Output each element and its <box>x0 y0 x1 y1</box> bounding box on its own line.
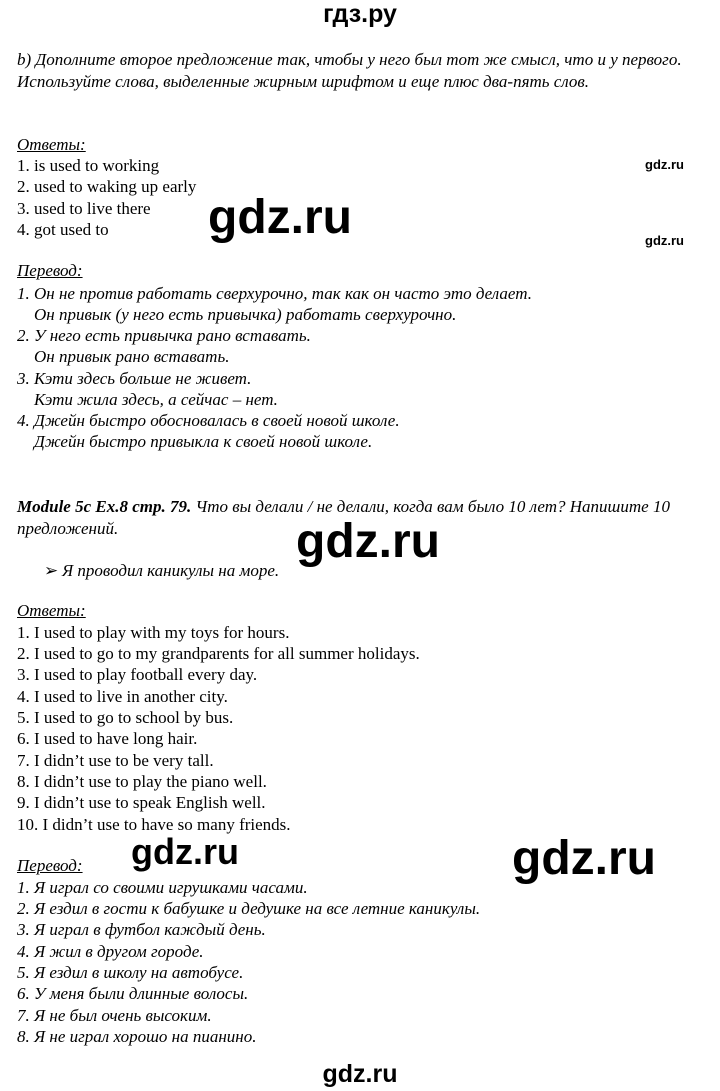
translation-b-2: 2. У него есть привычка рано вставать. <box>17 326 311 345</box>
answer-m-8: 8. I didn’t use to play the piano well. <box>17 772 267 791</box>
translation-b-4: 4. Джейн быстро обосновалась в своей новой школе. <box>17 411 400 430</box>
module-task-text: Что вы делали / не делали, когда вам было 10 лет? Напишите 10 предложений. <box>17 497 670 538</box>
answer-b-2: 2. used to waking up early <box>17 177 197 196</box>
translation-m-5: 5. Я ездил в школу на автобусе. <box>17 963 244 982</box>
watermark-mid-1: gdz.ru <box>131 831 239 872</box>
answer-m-9: 9. I didn’t use to speak English well. <box>17 793 266 812</box>
translation-label-module: Перевод: <box>17 856 83 875</box>
example-item <box>44 561 279 581</box>
watermark-big-3: gdz.ru <box>512 832 656 885</box>
site-footer: gdz.ru <box>322 1060 398 1088</box>
watermark-big-1: gdz.ru <box>208 191 352 244</box>
translation-m-2: 2. Я ездил в гости к бабушке и дедушке на все летние каникулы. <box>17 899 481 918</box>
watermark-small-1: gdz.ru <box>645 157 684 172</box>
answer-m-1: 1. I used to play with my toys for hours. <box>17 623 290 642</box>
translation-b-1b: Он привык (у него есть привычка) работать сверхурочно. <box>34 305 457 324</box>
translation-m-6: 6. У меня были длинные волосы. <box>17 984 249 1003</box>
arrow-bullet-icon: ➢ <box>44 561 59 580</box>
translation-m-1: 1. Я играл со своими игрушками часами. <box>17 878 308 897</box>
answer-m-7: 7. I didn’t use to be very tall. <box>17 751 214 770</box>
translation-b-1: 1. Он не против работать сверхурочно, так как он часто это делает. <box>17 284 532 303</box>
example-text: Я проводил каникулы на море. <box>62 561 280 580</box>
translation-m-3: 3. Я играл в футбол каждый день. <box>17 920 266 939</box>
answer-m-4: 4. I used to live in another city. <box>17 687 228 706</box>
answers-label-module: Ответы: <box>17 601 86 620</box>
watermark-big-2: gdz.ru <box>296 515 440 568</box>
answer-b-1: 1. is used to working <box>17 156 160 175</box>
translation-b-2b: Он привык рано вставать. <box>34 347 230 366</box>
translation-m-4: 4. Я жил в другом городе. <box>17 942 204 961</box>
answer-m-5: 5. I used to go to school by bus. <box>17 708 234 727</box>
answer-m-10: 10. I didn’t use to have so many friends. <box>17 815 291 834</box>
translation-b-3: 3. Кэти здесь больше не живет. <box>17 369 252 388</box>
translation-label-b: Перевод: <box>17 261 83 280</box>
site-header: гдз.ру <box>323 0 397 28</box>
translation-b-4b: Джейн быстро привыкла к своей новой школе. <box>34 432 373 451</box>
answer-m-6: 6. I used to have long hair. <box>17 729 198 748</box>
task-b: b) Дополните второе предложение так, чтобы у него был тот же смысл, что и у первого. Используйте слова, выделенные жирным шрифтом и еще плюс два-пять слов. <box>17 50 682 91</box>
answer-b-4: 4. got used to <box>17 220 109 239</box>
answers-label-b: Ответы: <box>17 135 86 154</box>
answer-m-2: 2. I used to go to my grandparents for all summer holidays. <box>17 644 420 663</box>
answer-m-3: 3. I used to play football every day. <box>17 665 258 684</box>
watermark-small-2: gdz.ru <box>645 233 684 248</box>
answer-b-3: 3. used to live there <box>17 199 151 218</box>
translation-m-7: 7. Я не был очень высоким. <box>17 1006 212 1025</box>
translation-m-8: 8. Я не играл хорошо на пианино. <box>17 1027 257 1046</box>
module-reference: Module 5c Ex.8 стр. 79. <box>17 497 192 516</box>
translation-b-3b: Кэти жила здесь, а сейчас – нет. <box>34 390 278 409</box>
